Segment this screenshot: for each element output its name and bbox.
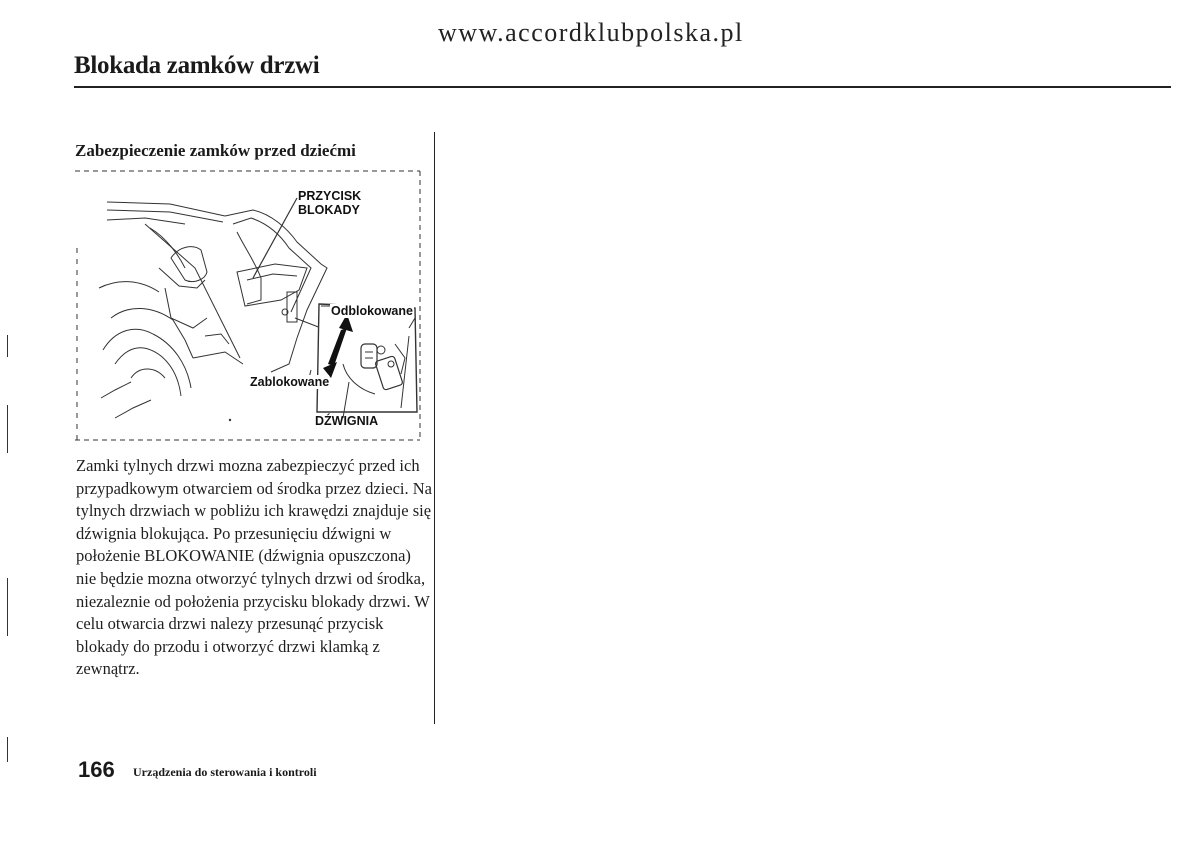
scan-mark <box>7 578 8 636</box>
body-paragraph: Zamki tylnych drzwi mozna zabezpieczyć przed ich przypadkowym otwarciem od środka przez dzieci. Na tylnych drzwiach w pobliżu ich krawędzi znajduje się dźwignia blokująca. Po przesunięciu dźwigni w położenie BLOKOWANIE (dźwignia opuszczona) nie będzie mozna otworzyć tylnych drzwi od środka, niezaleznie od położenia przycisku blokady drzwi. W celu otwarcia drzwi nalezy przesunąć przycisk blokady do przodu i otworzyć drzwi klamką z zewnątrz. <box>76 456 432 679</box>
website-url: www.accordklubpolska.pl <box>438 18 744 47</box>
section-title: Blokada zamków drzwi <box>74 52 320 79</box>
child-lock-illustration <box>75 168 425 444</box>
scan-mark <box>7 335 8 357</box>
chapter-title: Urządzenia do sterowania i kontroli <box>133 765 317 779</box>
title-divider <box>74 86 1171 88</box>
label-dzwignia: DŹWIGNIA <box>315 414 379 428</box>
page-number: 166 <box>78 757 115 782</box>
subheading: Zabezpieczenie zamków przed dziećmi <box>75 141 356 160</box>
column-divider <box>434 132 435 724</box>
scan-mark <box>7 737 8 762</box>
label-przycisk-blokady: PRZYCISK BLOKADY <box>298 189 362 217</box>
label-odblokowane: Odblokowane <box>331 304 413 318</box>
scan-mark <box>7 405 8 453</box>
label-zablokowane: Zablokowane <box>250 375 330 389</box>
